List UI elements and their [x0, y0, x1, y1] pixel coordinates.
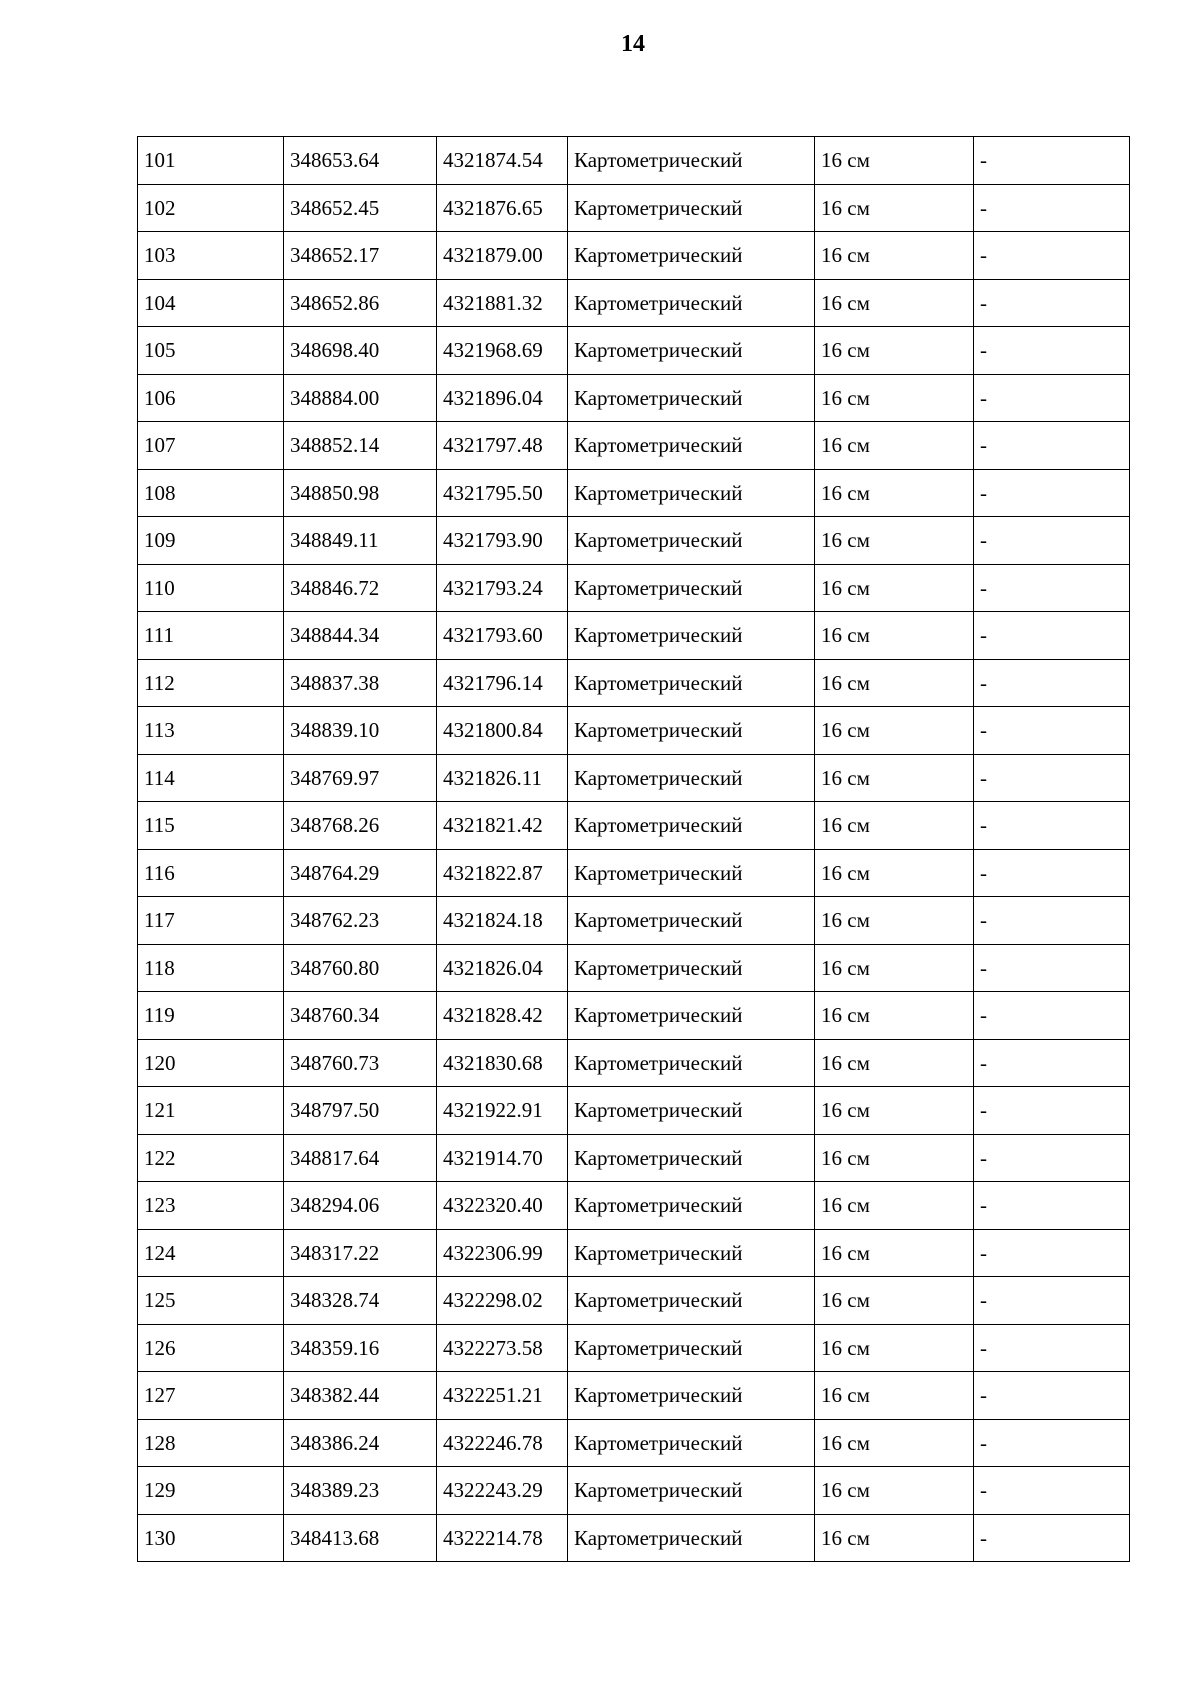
method-cell: Картометрический [568, 327, 815, 375]
y-coordinate-cell: 4321914.70 [437, 1134, 568, 1182]
y-coordinate-cell: 4321800.84 [437, 707, 568, 755]
table-row [138, 469, 1130, 517]
note-cell: - [974, 1182, 1130, 1230]
point-number-cell: 130 [138, 1514, 284, 1562]
point-number-cell: 126 [138, 1324, 284, 1372]
y-coordinate-cell: 4322251.21 [437, 1372, 568, 1420]
accuracy-cell: 16 см [815, 1039, 974, 1087]
y-coordinate-cell: 4321874.54 [437, 137, 568, 185]
x-coordinate-cell: 348817.64 [284, 1134, 437, 1182]
y-coordinate-cell: 4321797.48 [437, 422, 568, 470]
note-cell: - [974, 422, 1130, 470]
x-coordinate-cell: 348328.74 [284, 1277, 437, 1325]
method-cell: Картометрический [568, 279, 815, 327]
table-row [138, 232, 1130, 280]
point-number-cell: 104 [138, 279, 284, 327]
y-coordinate-cell: 4321968.69 [437, 327, 568, 375]
method-cell: Картометрический [568, 1324, 815, 1372]
point-number-cell: 122 [138, 1134, 284, 1182]
point-number-cell: 125 [138, 1277, 284, 1325]
method-cell: Картометрический [568, 232, 815, 280]
y-coordinate-cell: 4322243.29 [437, 1467, 568, 1515]
point-number-cell: 107 [138, 422, 284, 470]
table-row [138, 1514, 1130, 1562]
y-coordinate-cell: 4321793.24 [437, 564, 568, 612]
method-cell: Картометрический [568, 1087, 815, 1135]
note-cell: - [974, 1134, 1130, 1182]
accuracy-cell: 16 см [815, 422, 974, 470]
note-cell: - [974, 1467, 1130, 1515]
x-coordinate-cell: 348760.34 [284, 992, 437, 1040]
table-row [138, 1277, 1130, 1325]
method-cell: Картометрический [568, 1039, 815, 1087]
accuracy-cell: 16 см [815, 137, 974, 185]
point-number-cell: 121 [138, 1087, 284, 1135]
y-coordinate-cell: 4321922.91 [437, 1087, 568, 1135]
note-cell: - [974, 1277, 1130, 1325]
table-row [138, 1039, 1130, 1087]
point-number-cell: 113 [138, 707, 284, 755]
note-cell: - [974, 564, 1130, 612]
point-number-cell: 114 [138, 754, 284, 802]
accuracy-cell: 16 см [815, 944, 974, 992]
note-cell: - [974, 802, 1130, 850]
table-row [138, 374, 1130, 422]
point-number-cell: 106 [138, 374, 284, 422]
y-coordinate-cell: 4321822.87 [437, 849, 568, 897]
y-coordinate-cell: 4321881.32 [437, 279, 568, 327]
table-row [138, 802, 1130, 850]
method-cell: Картометрический [568, 944, 815, 992]
accuracy-cell: 16 см [815, 374, 974, 422]
x-coordinate-cell: 348386.24 [284, 1419, 437, 1467]
method-cell: Картометрический [568, 184, 815, 232]
point-number-cell: 109 [138, 517, 284, 565]
method-cell: Картометрический [568, 564, 815, 612]
coordinates-table-body [138, 137, 1130, 1562]
x-coordinate-cell: 348764.29 [284, 849, 437, 897]
accuracy-cell: 16 см [815, 184, 974, 232]
x-coordinate-cell: 348698.40 [284, 327, 437, 375]
x-coordinate-cell: 348844.34 [284, 612, 437, 660]
table-row [138, 1324, 1130, 1372]
table-row [138, 1182, 1130, 1230]
note-cell: - [974, 374, 1130, 422]
point-number-cell: 123 [138, 1182, 284, 1230]
method-cell: Картометрический [568, 849, 815, 897]
method-cell: Картометрический [568, 802, 815, 850]
point-number-cell: 127 [138, 1372, 284, 1420]
x-coordinate-cell: 348652.45 [284, 184, 437, 232]
accuracy-cell: 16 см [815, 1514, 974, 1562]
y-coordinate-cell: 4321793.90 [437, 517, 568, 565]
note-cell: - [974, 137, 1130, 185]
accuracy-cell: 16 см [815, 612, 974, 660]
method-cell: Картометрический [568, 612, 815, 660]
x-coordinate-cell: 348389.23 [284, 1467, 437, 1515]
note-cell: - [974, 1514, 1130, 1562]
method-cell: Картометрический [568, 754, 815, 802]
table-row [138, 849, 1130, 897]
table-row [138, 422, 1130, 470]
accuracy-cell: 16 см [815, 232, 974, 280]
point-number-cell: 124 [138, 1229, 284, 1277]
y-coordinate-cell: 4321793.60 [437, 612, 568, 660]
point-number-cell: 110 [138, 564, 284, 612]
table-row [138, 279, 1130, 327]
method-cell: Картометрический [568, 1514, 815, 1562]
x-coordinate-cell: 348797.50 [284, 1087, 437, 1135]
x-coordinate-cell: 348846.72 [284, 564, 437, 612]
note-cell: - [974, 659, 1130, 707]
method-cell: Картометрический [568, 992, 815, 1040]
method-cell: Картометрический [568, 1134, 815, 1182]
note-cell: - [974, 232, 1130, 280]
y-coordinate-cell: 4321795.50 [437, 469, 568, 517]
y-coordinate-cell: 4321876.65 [437, 184, 568, 232]
note-cell: - [974, 897, 1130, 945]
table-row [138, 992, 1130, 1040]
accuracy-cell: 16 см [815, 802, 974, 850]
x-coordinate-cell: 348760.73 [284, 1039, 437, 1087]
point-number-cell: 128 [138, 1419, 284, 1467]
accuracy-cell: 16 см [815, 1467, 974, 1515]
accuracy-cell: 16 см [815, 707, 974, 755]
x-coordinate-cell: 348852.14 [284, 422, 437, 470]
x-coordinate-cell: 348294.06 [284, 1182, 437, 1230]
accuracy-cell: 16 см [815, 1134, 974, 1182]
method-cell: Картометрический [568, 517, 815, 565]
x-coordinate-cell: 348652.17 [284, 232, 437, 280]
table-row [138, 754, 1130, 802]
note-cell: - [974, 754, 1130, 802]
y-coordinate-cell: 4321826.11 [437, 754, 568, 802]
point-number-cell: 118 [138, 944, 284, 992]
table-row [138, 184, 1130, 232]
table-row [138, 659, 1130, 707]
point-number-cell: 102 [138, 184, 284, 232]
x-coordinate-cell: 348849.11 [284, 517, 437, 565]
x-coordinate-cell: 348382.44 [284, 1372, 437, 1420]
accuracy-cell: 16 см [815, 1229, 974, 1277]
table-row [138, 1419, 1130, 1467]
accuracy-cell: 16 см [815, 1182, 974, 1230]
x-coordinate-cell: 348653.64 [284, 137, 437, 185]
accuracy-cell: 16 см [815, 1087, 974, 1135]
table-row [138, 564, 1130, 612]
table-row [138, 1134, 1130, 1182]
x-coordinate-cell: 348839.10 [284, 707, 437, 755]
accuracy-cell: 16 см [815, 279, 974, 327]
point-number-cell: 119 [138, 992, 284, 1040]
point-number-cell: 103 [138, 232, 284, 280]
point-number-cell: 129 [138, 1467, 284, 1515]
note-cell: - [974, 707, 1130, 755]
page-number: 14 [621, 31, 645, 57]
x-coordinate-cell: 348317.22 [284, 1229, 437, 1277]
accuracy-cell: 16 см [815, 1324, 974, 1372]
point-number-cell: 111 [138, 612, 284, 660]
method-cell: Картометрический [568, 1277, 815, 1325]
method-cell: Картометрический [568, 1229, 815, 1277]
point-number-cell: 117 [138, 897, 284, 945]
method-cell: Картометрический [568, 469, 815, 517]
method-cell: Картометрический [568, 1372, 815, 1420]
x-coordinate-cell: 348769.97 [284, 754, 437, 802]
y-coordinate-cell: 4322273.58 [437, 1324, 568, 1372]
method-cell: Картометрический [568, 1419, 815, 1467]
x-coordinate-cell: 348762.23 [284, 897, 437, 945]
x-coordinate-cell: 348768.26 [284, 802, 437, 850]
note-cell: - [974, 279, 1130, 327]
y-coordinate-cell: 4321879.00 [437, 232, 568, 280]
method-cell: Картометрический [568, 374, 815, 422]
table-row [138, 1467, 1130, 1515]
y-coordinate-cell: 4322246.78 [437, 1419, 568, 1467]
x-coordinate-cell: 348837.38 [284, 659, 437, 707]
note-cell: - [974, 327, 1130, 375]
accuracy-cell: 16 см [815, 517, 974, 565]
note-cell: - [974, 849, 1130, 897]
y-coordinate-cell: 4321824.18 [437, 897, 568, 945]
x-coordinate-cell: 348652.86 [284, 279, 437, 327]
note-cell: - [974, 469, 1130, 517]
note-cell: - [974, 184, 1130, 232]
method-cell: Картометрический [568, 707, 815, 755]
table-row [138, 897, 1130, 945]
point-number-cell: 116 [138, 849, 284, 897]
note-cell: - [974, 944, 1130, 992]
y-coordinate-cell: 4321896.04 [437, 374, 568, 422]
y-coordinate-cell: 4321830.68 [437, 1039, 568, 1087]
coordinates-table [137, 136, 1130, 1562]
accuracy-cell: 16 см [815, 1277, 974, 1325]
accuracy-cell: 16 см [815, 564, 974, 612]
method-cell: Картометрический [568, 1467, 815, 1515]
method-cell: Картометрический [568, 422, 815, 470]
accuracy-cell: 16 см [815, 992, 974, 1040]
accuracy-cell: 16 см [815, 897, 974, 945]
method-cell: Картометрический [568, 137, 815, 185]
table-row [138, 1372, 1130, 1420]
method-cell: Картометрический [568, 897, 815, 945]
note-cell: - [974, 1229, 1130, 1277]
y-coordinate-cell: 4322320.40 [437, 1182, 568, 1230]
table-row [138, 137, 1130, 185]
table-row [138, 944, 1130, 992]
table-row [138, 612, 1130, 660]
note-cell: - [974, 1419, 1130, 1467]
table-row [138, 517, 1130, 565]
x-coordinate-cell: 348359.16 [284, 1324, 437, 1372]
accuracy-cell: 16 см [815, 659, 974, 707]
point-number-cell: 112 [138, 659, 284, 707]
table-row [138, 327, 1130, 375]
table-row [138, 707, 1130, 755]
table-row [138, 1229, 1130, 1277]
accuracy-cell: 16 см [815, 849, 974, 897]
point-number-cell: 105 [138, 327, 284, 375]
y-coordinate-cell: 4321821.42 [437, 802, 568, 850]
method-cell: Картометрический [568, 1182, 815, 1230]
accuracy-cell: 16 см [815, 1372, 974, 1420]
note-cell: - [974, 1087, 1130, 1135]
y-coordinate-cell: 4321828.42 [437, 992, 568, 1040]
accuracy-cell: 16 см [815, 1419, 974, 1467]
note-cell: - [974, 1039, 1130, 1087]
note-cell: - [974, 1372, 1130, 1420]
accuracy-cell: 16 см [815, 327, 974, 375]
note-cell: - [974, 1324, 1130, 1372]
table-row [138, 1087, 1130, 1135]
point-number-cell: 120 [138, 1039, 284, 1087]
y-coordinate-cell: 4322306.99 [437, 1229, 568, 1277]
y-coordinate-cell: 4321826.04 [437, 944, 568, 992]
x-coordinate-cell: 348760.80 [284, 944, 437, 992]
point-number-cell: 101 [138, 137, 284, 185]
note-cell: - [974, 612, 1130, 660]
method-cell: Картометрический [568, 659, 815, 707]
y-coordinate-cell: 4322298.02 [437, 1277, 568, 1325]
note-cell: - [974, 992, 1130, 1040]
x-coordinate-cell: 348413.68 [284, 1514, 437, 1562]
point-number-cell: 108 [138, 469, 284, 517]
x-coordinate-cell: 348884.00 [284, 374, 437, 422]
accuracy-cell: 16 см [815, 754, 974, 802]
point-number-cell: 115 [138, 802, 284, 850]
note-cell: - [974, 517, 1130, 565]
accuracy-cell: 16 см [815, 469, 974, 517]
y-coordinate-cell: 4321796.14 [437, 659, 568, 707]
y-coordinate-cell: 4322214.78 [437, 1514, 568, 1562]
x-coordinate-cell: 348850.98 [284, 469, 437, 517]
